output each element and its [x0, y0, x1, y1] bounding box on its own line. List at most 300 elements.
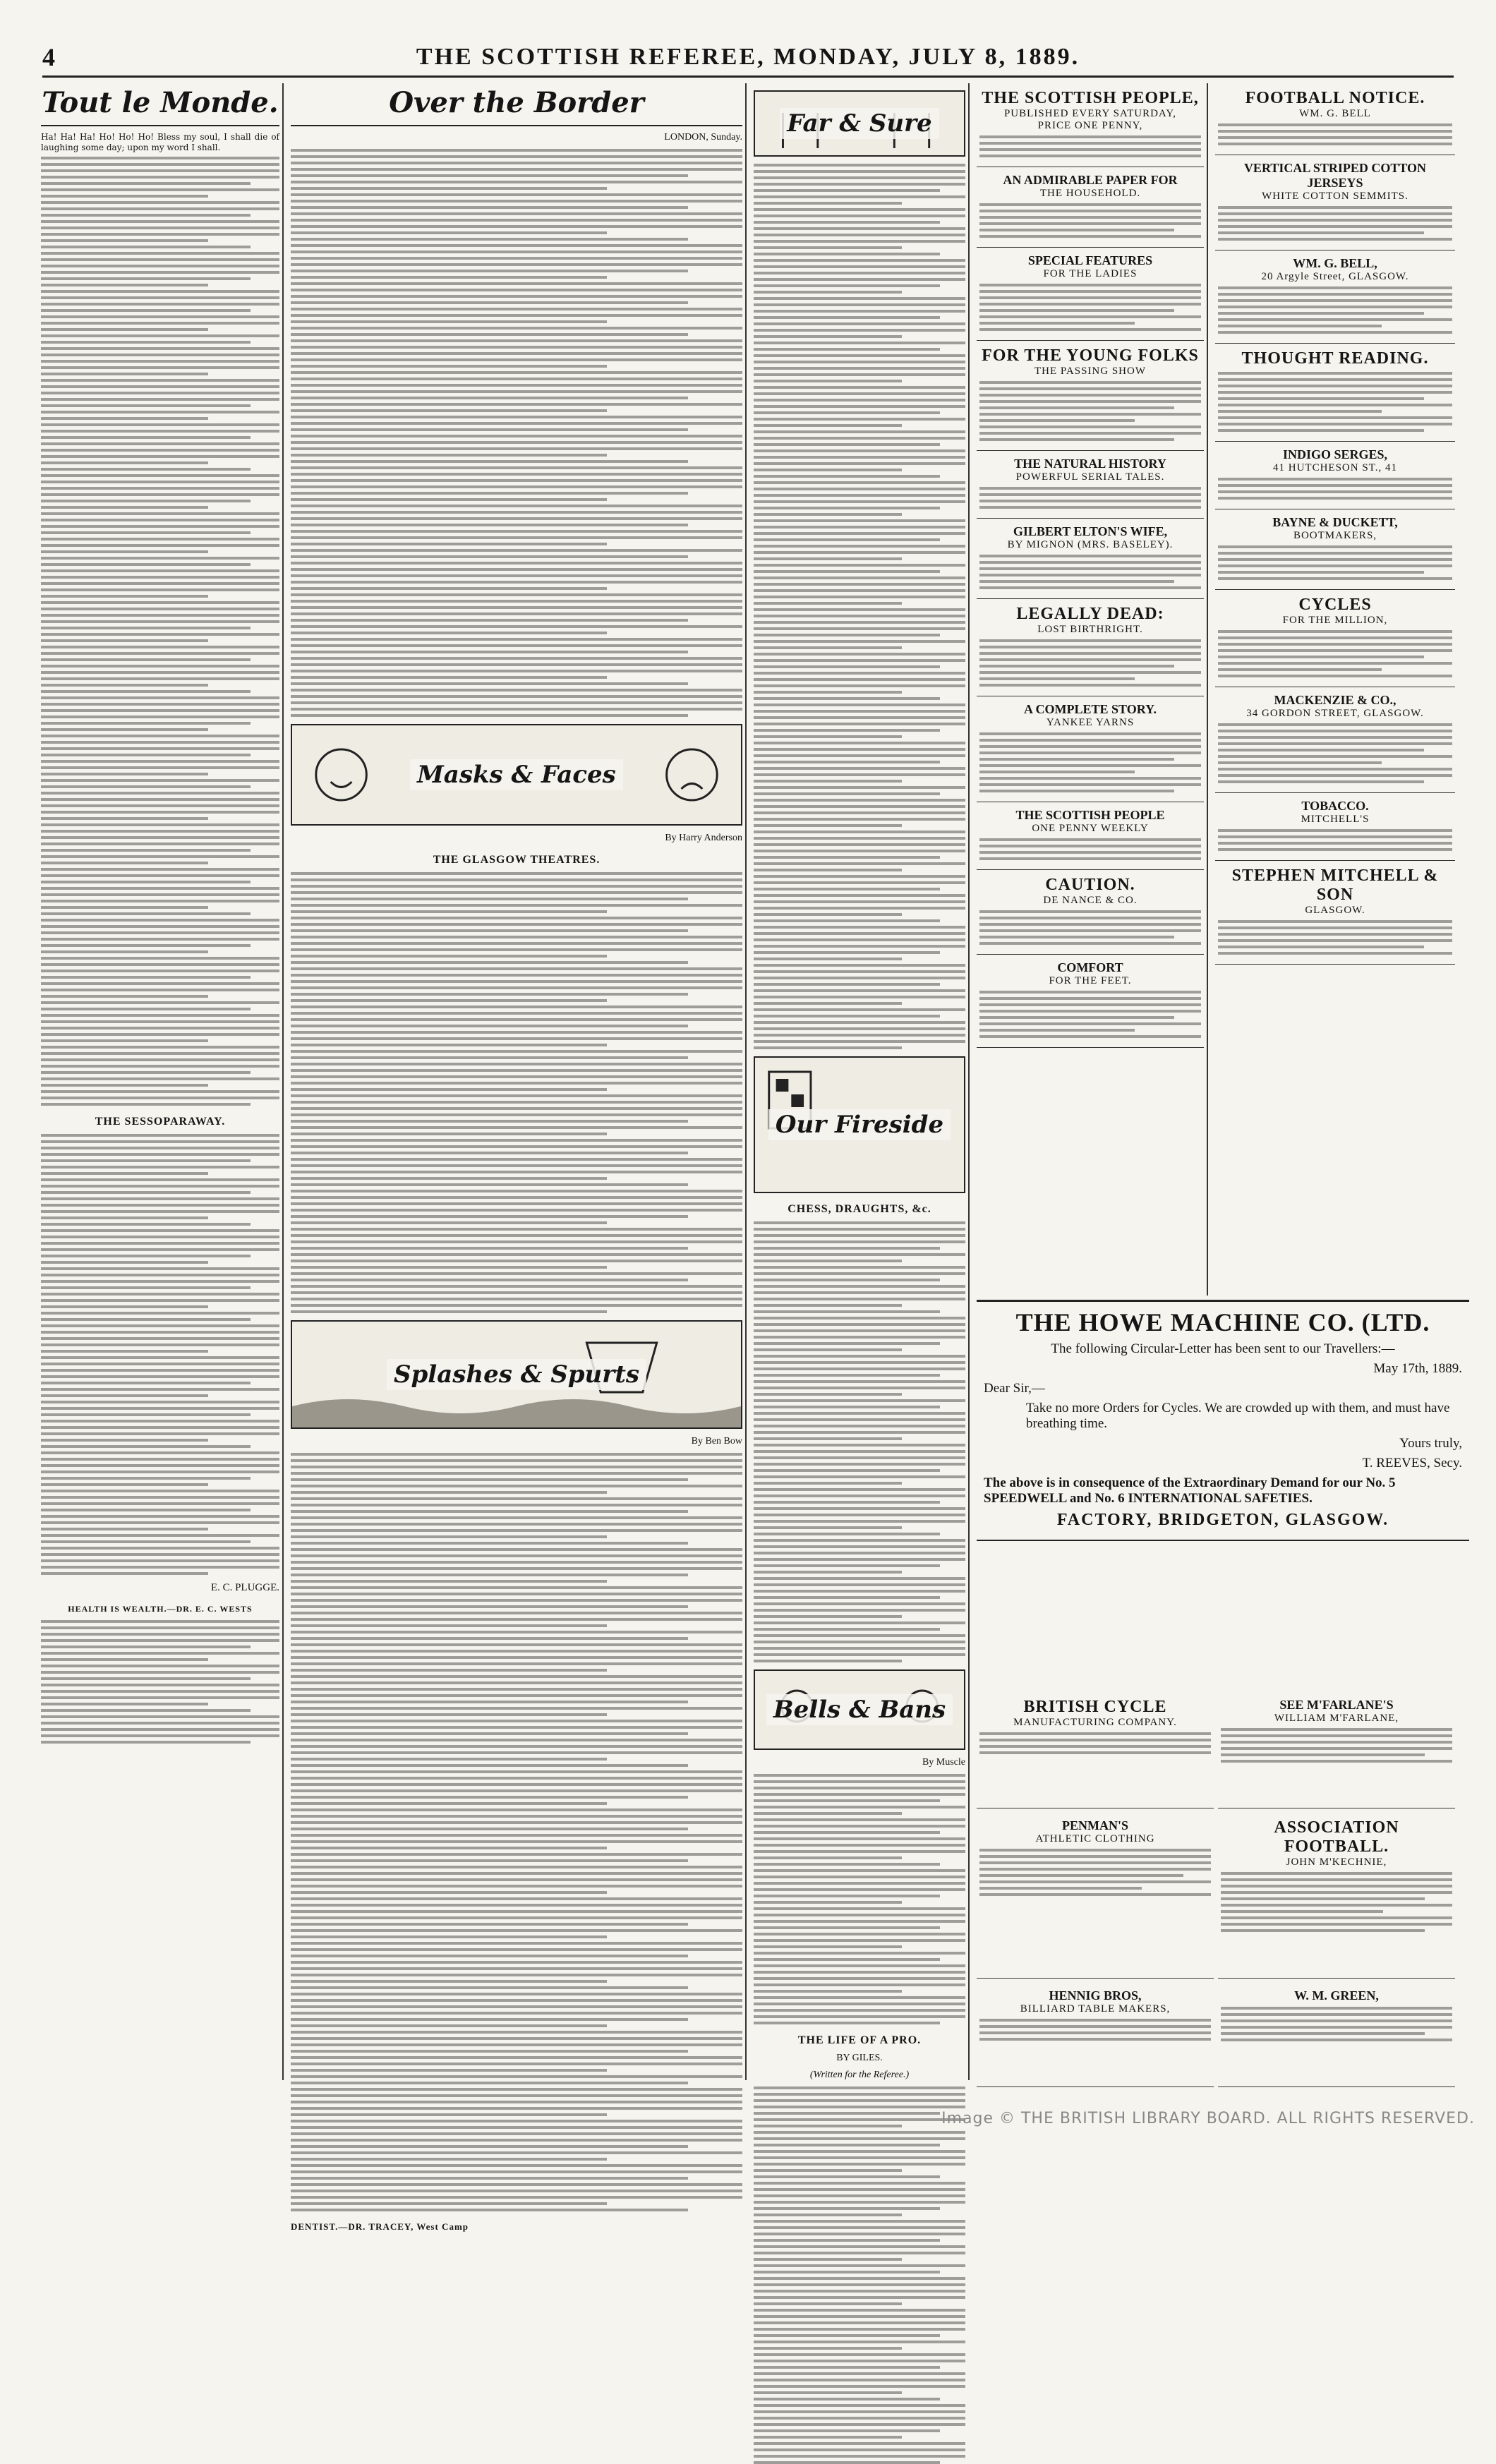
text-line [291, 1535, 607, 1538]
text-line [754, 1863, 940, 1866]
text-line [754, 1247, 940, 1250]
text-line [754, 1393, 902, 1396]
text-line [291, 511, 742, 514]
text-line [1221, 1891, 1452, 1894]
text-line [291, 1272, 742, 1275]
text-line [41, 271, 279, 274]
text-line [754, 2366, 940, 2369]
text-line [754, 2379, 965, 2381]
text-line [754, 1221, 965, 1224]
text-line [291, 257, 742, 260]
text-line [979, 148, 1201, 151]
text-line [291, 2139, 742, 2142]
text-line [41, 385, 279, 388]
text-line [291, 2012, 742, 2015]
text-line [291, 225, 742, 228]
text-line [979, 1849, 1211, 1852]
text-line [754, 1812, 902, 1815]
advert-headline: AN ADMIRABLE PAPER FOR [1003, 173, 1178, 187]
text-line [1221, 1878, 1452, 1881]
text-line [754, 1266, 965, 1269]
text-line [1218, 410, 1382, 413]
text-line [1218, 423, 1452, 425]
text-line [754, 1456, 965, 1459]
section-heading: Tout le Monde. [41, 83, 279, 126]
text-line [1218, 835, 1452, 838]
illustration-byline: By Muscle [922, 1757, 965, 1768]
text-line [979, 758, 1174, 761]
text-line [754, 1539, 965, 1542]
text-line [41, 823, 279, 826]
text-line [291, 929, 688, 932]
advert-subline: 20 Argyle Street, GLASGOW. [1261, 271, 1409, 282]
text-line [979, 203, 1201, 206]
text-line [754, 2099, 965, 2102]
text-line [754, 234, 965, 236]
text-line [291, 1961, 742, 1964]
advert-text-filler [979, 1732, 1211, 1754]
text-line [41, 550, 208, 553]
advert-text-filler [1218, 478, 1452, 500]
text-line [979, 917, 1201, 919]
text-line [41, 779, 279, 782]
text-line [291, 1770, 742, 1773]
text-line [41, 1445, 251, 1448]
text-line [979, 315, 1201, 318]
text-line [979, 845, 1201, 847]
text-line [291, 1681, 742, 1684]
advert-subline: POWERFUL SERIAL TALES. [1015, 471, 1165, 483]
text-line [291, 320, 607, 323]
text-line [41, 843, 279, 845]
text-line [291, 1113, 742, 1116]
poem-title: THE SESSOPARAWAY. [95, 1116, 226, 1128]
text-line [41, 1369, 279, 1372]
text-line [979, 771, 1135, 773]
text-line [291, 910, 607, 913]
text-line [754, 1888, 965, 1891]
text-line [41, 804, 279, 807]
advert-block [1215, 590, 1455, 687]
text-line [1218, 225, 1452, 228]
text-line [754, 1876, 965, 1878]
text-line [1218, 577, 1452, 580]
text-line [41, 582, 279, 585]
text-line [291, 1656, 742, 1659]
text-line [291, 1164, 742, 1167]
text-line [754, 983, 940, 986]
text-line [291, 980, 742, 983]
advert-headline: FOOTBALL NOTICE. [1245, 89, 1425, 107]
text-line [291, 339, 742, 342]
text-line [1218, 416, 1452, 419]
text-line [291, 1472, 742, 1475]
text-line [754, 2163, 965, 2166]
text-line [41, 1407, 279, 1410]
text-line [41, 1728, 279, 1731]
text-line [291, 1031, 742, 1034]
text-line [754, 646, 902, 649]
text-line [41, 817, 208, 820]
text-line [1218, 490, 1452, 493]
text-line [979, 381, 1201, 384]
text-line [41, 1318, 251, 1321]
text-line [291, 1069, 742, 1072]
text-line [979, 506, 1201, 509]
text-line [754, 1856, 902, 1859]
text-line [41, 868, 279, 871]
text-line [754, 2220, 965, 2223]
advert-text-filler [1218, 286, 1452, 334]
text-line [754, 1469, 940, 1472]
advert-headline: SPECIAL FEATURES [1027, 253, 1153, 267]
text-line [41, 487, 279, 490]
text-line [291, 1478, 688, 1481]
text-line [754, 1952, 965, 1955]
advert-text-filler [979, 910, 1201, 945]
text-line [291, 295, 742, 298]
text-line [754, 551, 965, 554]
text-line [291, 587, 607, 590]
text-line [979, 1010, 1201, 1013]
text-line [1221, 1753, 1425, 1756]
text-line [41, 970, 279, 972]
text-line [291, 155, 742, 158]
text-line [754, 2290, 965, 2293]
text-line [291, 1942, 742, 1945]
text-line [754, 310, 965, 313]
column-rule [745, 83, 747, 2080]
text-line [754, 596, 965, 598]
text-line [1218, 318, 1452, 321]
text-line [41, 1639, 279, 1642]
text-line [754, 862, 965, 865]
text-line [754, 322, 965, 325]
advert-text-filler [979, 838, 1201, 860]
advert-subline: 34 GORDON STREET, GLASGOW. [1246, 708, 1424, 719]
advert-text-filler [1218, 920, 1452, 955]
text-line [41, 1331, 279, 1334]
advert-block [977, 83, 1204, 167]
text-line [41, 1185, 279, 1188]
text-line [754, 1253, 965, 1256]
text-line [291, 2158, 607, 2161]
text-line [754, 456, 965, 459]
text-line [291, 708, 742, 711]
ad-list [977, 83, 1204, 1048]
text-line [41, 982, 279, 985]
text-line [754, 1552, 965, 1554]
text-line [291, 1247, 688, 1250]
text-line [41, 912, 251, 915]
text-line [754, 2296, 965, 2299]
text-line [1218, 372, 1452, 375]
text-line [754, 278, 965, 281]
text-line [291, 384, 742, 387]
text-line [754, 2341, 965, 2343]
text-line [754, 240, 965, 243]
text-line [754, 1412, 965, 1415]
text-line [291, 1935, 607, 1938]
text-line [979, 561, 1201, 564]
text-line [291, 1523, 742, 1526]
text-line [291, 454, 607, 457]
text-line [754, 2245, 965, 2248]
text-line [291, 670, 742, 672]
text-line [979, 413, 1201, 416]
text-line [754, 792, 940, 795]
text-line [754, 500, 965, 503]
text-line [754, 1520, 965, 1523]
advert-block [977, 802, 1204, 870]
text-line [754, 2423, 965, 2426]
poem-body-filler [41, 1134, 279, 1575]
text-line [754, 989, 965, 992]
text-line [754, 576, 965, 579]
text-line [754, 449, 965, 452]
text-line [1218, 325, 1382, 327]
text-line [291, 1688, 742, 1691]
text-line [1218, 656, 1424, 658]
text-line [754, 900, 965, 903]
text-line [754, 1596, 940, 1599]
text-line [754, 710, 965, 713]
text-line [754, 2328, 965, 2331]
text-line [41, 785, 251, 788]
text-line [291, 2018, 688, 2021]
text-line [291, 904, 742, 907]
text-line [754, 2169, 902, 2172]
advert-text-filler [1218, 630, 1452, 677]
text-line [291, 612, 742, 615]
text-line [754, 1571, 902, 1574]
text-line [41, 227, 279, 229]
text-line [291, 1466, 742, 1468]
text-line [1218, 331, 1452, 334]
text-line [1218, 780, 1424, 783]
text-line [754, 342, 965, 344]
column-over-the-border [291, 83, 742, 2232]
text-line [291, 1993, 742, 1995]
text-line [291, 2183, 742, 2186]
text-line [291, 2190, 742, 2192]
text-line [754, 786, 965, 789]
advert-date: May 17th, 1889. [1373, 1361, 1462, 1376]
text-line [1218, 933, 1452, 936]
text-line [979, 400, 1201, 403]
howe-machine-advert [977, 1300, 1469, 1541]
text-line [291, 1669, 607, 1672]
text-line [754, 2239, 940, 2242]
text-line [754, 405, 965, 408]
text-line [754, 443, 940, 446]
text-line [979, 732, 1201, 735]
text-line [291, 1694, 742, 1697]
text-line [41, 277, 251, 280]
text-line [979, 309, 1174, 312]
text-line [979, 438, 1174, 441]
advert-text-filler [979, 991, 1201, 1038]
advert-text-filler [979, 487, 1201, 509]
far-and-sure-illustration [754, 90, 965, 157]
text-line [41, 1197, 279, 1200]
advert-headline: THE SCOTTISH PEOPLE [1015, 808, 1165, 822]
text-line [41, 569, 279, 572]
text-line [291, 1221, 607, 1224]
text-line [979, 942, 1201, 945]
text-line [979, 1751, 1211, 1754]
text-line [291, 2043, 742, 2046]
text-line [41, 1458, 279, 1461]
text-line [979, 851, 1201, 854]
text-line [754, 1793, 965, 1796]
text-line [979, 222, 1201, 225]
text-line [41, 315, 279, 318]
text-line [41, 1286, 251, 1289]
text-line [754, 1418, 965, 1421]
advert-subline: WM. G. BELL [1299, 108, 1371, 119]
text-line [754, 831, 965, 833]
chess-body-filler [754, 1221, 965, 1662]
text-line [754, 672, 965, 675]
text-line [291, 568, 742, 571]
advert-block [1215, 83, 1455, 155]
text-line [291, 168, 742, 171]
advert-block [1215, 793, 1455, 861]
text-line [754, 1380, 965, 1383]
text-line [291, 371, 742, 374]
text-line [41, 157, 279, 159]
text-line [291, 1618, 742, 1621]
text-line [754, 684, 965, 687]
text-line [754, 2353, 965, 2356]
text-line [291, 1815, 742, 1818]
advert-block [1215, 250, 1455, 344]
text-line [754, 1590, 965, 1593]
text-line [754, 481, 965, 484]
text-line [291, 473, 742, 476]
text-line [979, 1029, 1135, 1032]
text-line [754, 2194, 965, 2197]
text-line [754, 1653, 965, 1656]
text-line [754, 621, 965, 624]
advert-headline: VERTICAL STRIPED COTTON JERSEYS [1243, 161, 1427, 190]
text-line [291, 600, 742, 603]
text-line [1218, 385, 1452, 387]
text-line [754, 2461, 940, 2464]
advert-headline: SEE M'FARLANE'S [1279, 1698, 1394, 1712]
illustration-caption: Far & Sure [780, 108, 939, 139]
text-line [41, 1299, 279, 1302]
text-line [291, 1593, 742, 1595]
text-line [979, 751, 1201, 754]
image-credit: Image © THE BRITISH LIBRARY BOARD. ALL RIGHTS RESERVED. [941, 2110, 1475, 2127]
text-line [41, 1658, 208, 1661]
text-line [1218, 768, 1452, 771]
text-line [754, 1355, 965, 1358]
text-line [754, 926, 965, 929]
text-line [754, 1533, 940, 1535]
text-line [41, 766, 279, 769]
text-line [41, 963, 279, 966]
text-line [291, 644, 742, 647]
text-line [291, 961, 688, 964]
text-line [754, 913, 902, 916]
text-line [754, 2118, 965, 2121]
text-line [979, 235, 1201, 238]
text-line [41, 760, 279, 763]
text-line [754, 1958, 940, 1961]
text-line [754, 888, 940, 890]
text-line [754, 1367, 965, 1370]
text-line [1221, 1897, 1425, 1900]
text-line [754, 2125, 902, 2127]
text-line [291, 517, 742, 520]
text-line [1221, 1747, 1452, 1750]
text-line [291, 365, 607, 368]
text-line [1218, 761, 1382, 764]
text-line [291, 1897, 742, 1900]
advert-title: THE HOWE MACHINE CO. (LTD. [1015, 1308, 1430, 1336]
text-line [291, 1650, 742, 1653]
text-line [1218, 742, 1452, 745]
advert-subline: LOST BIRTHRIGHT. [1037, 624, 1143, 635]
text-line [291, 2005, 742, 2008]
text-line [754, 253, 940, 255]
text-line [1218, 946, 1424, 948]
text-line [291, 1202, 742, 1205]
advert-text-filler [1218, 829, 1452, 851]
advert-headline: FOR THE YOUNG FOLKS [982, 346, 1199, 365]
text-line [291, 2126, 742, 2129]
text-line [291, 1955, 688, 1957]
text-line [41, 792, 279, 795]
text-line [291, 1063, 742, 1065]
text-line [291, 917, 742, 919]
advert-subline: 41 HUTCHESON ST., 41 [1273, 462, 1397, 473]
text-line [754, 2360, 965, 2362]
text-line [291, 1012, 742, 1015]
advert-headline: HENNIG BROS, [1049, 1988, 1142, 2003]
text-line [1218, 238, 1452, 241]
text-line [1218, 306, 1452, 308]
text-line [41, 595, 208, 598]
article-body-filler [291, 149, 742, 717]
text-line [41, 1534, 279, 1537]
text-line [754, 1501, 940, 1504]
text-line [291, 701, 742, 704]
text-line [979, 406, 1174, 409]
advert-headline: WM. G. BELL, [1293, 256, 1377, 270]
text-line [291, 1082, 742, 1085]
text-line [291, 1253, 742, 1256]
text-line [754, 2252, 965, 2254]
text-line [754, 1323, 965, 1326]
text-line [291, 263, 742, 266]
text-line [979, 991, 1201, 994]
text-line [754, 2398, 940, 2400]
text-line [291, 1574, 688, 1576]
advert-headline: A COMPLETE STORY. [1024, 702, 1157, 716]
advert-block [977, 1983, 1214, 2087]
text-line [291, 1107, 742, 1110]
text-line [1218, 668, 1382, 671]
text-line [291, 1707, 742, 1710]
text-line [291, 549, 742, 552]
text-line [291, 1304, 742, 1307]
advert-block [977, 248, 1204, 341]
text-line [1218, 730, 1452, 732]
